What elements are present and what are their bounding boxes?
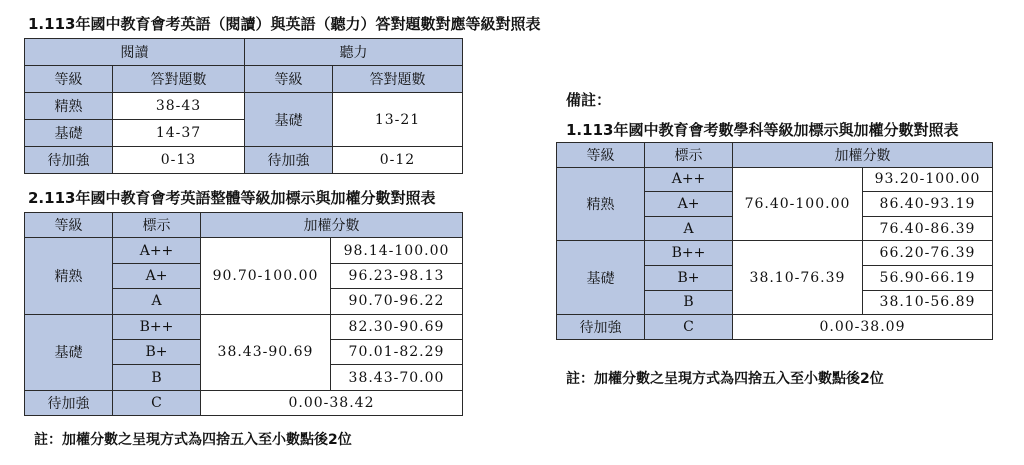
reading-header: 閱讀 xyxy=(25,39,245,66)
score-cell: 0.00-38.09 xyxy=(733,315,993,340)
level-cell: 基礎 xyxy=(557,241,645,315)
col-level: 等級 xyxy=(25,66,113,93)
reading-value: 38-43 xyxy=(113,93,245,120)
col-correct: 答對題數 xyxy=(333,66,463,93)
math-table xyxy=(556,142,993,340)
mark-cell: B++ xyxy=(113,314,201,339)
listening-header: 聽力 xyxy=(245,39,463,66)
english-overall-table xyxy=(24,212,463,416)
mark-cell: B+ xyxy=(113,339,201,364)
col-score: 加權分數 xyxy=(201,213,463,238)
col-score: 加權分數 xyxy=(733,143,993,168)
score-cell: 66.20-76.39 xyxy=(863,241,993,266)
listening-value: 0-12 xyxy=(333,147,463,174)
reading-value: 0-13 xyxy=(113,147,245,174)
col-correct: 答對題數 xyxy=(113,66,245,93)
col-level: 等級 xyxy=(25,213,113,238)
mark-cell: A xyxy=(113,289,201,314)
score-cell: 86.40-93.19 xyxy=(863,192,993,217)
col-mark: 標示 xyxy=(113,213,201,238)
mark-cell: A++ xyxy=(113,238,201,263)
table3-title: 1.113年國中教育會考數學科等級加標示與加權分數對照表 xyxy=(566,121,959,139)
level-cell: 待加強 xyxy=(245,147,333,174)
range-cell: 76.40-100.00 xyxy=(733,167,863,241)
score-cell: 76.40-86.39 xyxy=(863,216,993,241)
table3-note: 註：加權分數之呈現方式為四捨五入至小數點後2位 xyxy=(566,371,884,387)
mark-cell: A+ xyxy=(113,263,201,288)
mark-cell: B xyxy=(113,365,201,390)
english-reading-listening-table xyxy=(24,38,463,174)
level-cell: 基礎 xyxy=(245,93,333,147)
level-cell: 待加強 xyxy=(25,147,113,174)
col-level: 等級 xyxy=(557,143,645,168)
score-cell: 93.20-100.00 xyxy=(863,167,993,192)
score-cell: 38.43-70.00 xyxy=(331,365,463,390)
mark-cell: A+ xyxy=(645,192,733,217)
listening-value: 13-21 xyxy=(333,93,463,147)
level-cell: 精熟 xyxy=(25,93,113,120)
range-cell: 90.70-100.00 xyxy=(201,238,331,314)
level-cell: 精熟 xyxy=(557,167,645,241)
level-cell: 待加強 xyxy=(25,390,113,415)
table1-title: 1.113年國中教育會考英語（閱讀）與英語（聽力）答對題數對應等級對照表 xyxy=(28,15,541,33)
mark-cell: B++ xyxy=(645,241,733,266)
score-cell: 0.00-38.42 xyxy=(201,390,463,415)
level-cell: 精熟 xyxy=(25,238,113,314)
range-cell: 38.43-90.69 xyxy=(201,314,331,390)
mark-cell: A++ xyxy=(645,167,733,192)
score-cell: 38.10-56.89 xyxy=(863,290,993,315)
score-cell: 96.23-98.13 xyxy=(331,263,463,288)
score-cell: 98.14-100.00 xyxy=(331,238,463,263)
mark-cell: B+ xyxy=(645,265,733,290)
score-cell: 90.70-96.22 xyxy=(331,289,463,314)
level-cell: 基礎 xyxy=(25,314,113,390)
mark-cell: B xyxy=(645,290,733,315)
col-mark: 標示 xyxy=(645,143,733,168)
table2-title: 2.113年國中教育會考英語整體等級加標示與加權分數對照表 xyxy=(28,189,436,207)
level-cell: 待加強 xyxy=(557,315,645,340)
table2-note: 註：加權分數之呈現方式為四捨五入至小數點後2位 xyxy=(34,432,352,448)
score-cell: 82.30-90.69 xyxy=(331,314,463,339)
reading-value: 14-37 xyxy=(113,120,245,147)
level-cell: 基礎 xyxy=(25,120,113,147)
mark-cell: C xyxy=(113,390,201,415)
score-cell: 56.90-66.19 xyxy=(863,265,993,290)
mark-cell: C xyxy=(645,315,733,340)
range-cell: 38.10-76.39 xyxy=(733,241,863,315)
remarks-label: 備註： xyxy=(566,91,612,109)
col-level: 等級 xyxy=(245,66,333,93)
score-cell: 70.01-82.29 xyxy=(331,339,463,364)
mark-cell: A xyxy=(645,216,733,241)
